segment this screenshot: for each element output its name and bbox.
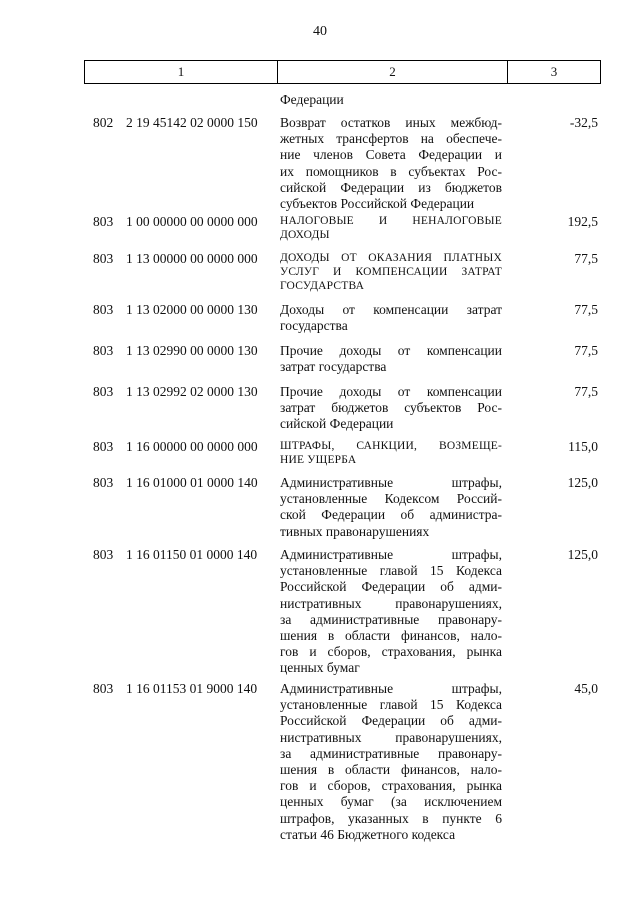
budget-classification-code: 1 13 02990 00 0000 130 (126, 343, 258, 358)
revenue-name-line: УСЛУГ И КОМПЕНСАЦИИ ЗАТРАТ (280, 266, 502, 278)
amount-value: -32,5 (569, 115, 598, 130)
revenue-name-line: Административные штрафы, (280, 475, 502, 490)
revenue-name-line: нистративных правонарушениях, (280, 595, 502, 611)
budget-classification-code: 1 16 01150 01 0000 140 (126, 547, 258, 562)
budget-classification-code: 1 16 01153 01 9000 140 (126, 681, 258, 696)
revenue-name-line: жетных трансфертов на обеспече- (280, 131, 502, 147)
amount-value: 77,5 (574, 251, 598, 266)
revenue-name (280, 343, 502, 375)
revenue-name-line: шения в области финансов, нало- (280, 628, 502, 644)
revenue-name-line: ценных бумаг (280, 660, 360, 676)
revenue-name-line: их помощников в субъектах Рос- (280, 163, 502, 179)
revenue-name-line: затрат государства (280, 359, 387, 375)
revenue-name-line: ДОХОДЫ ОТ ОКАЗАНИЯ ПЛАТНЫХ (280, 252, 502, 264)
revenue-name (280, 251, 502, 293)
revenue-name-line: тивных правонарушениях (280, 523, 430, 539)
admin-code: 803 (93, 439, 114, 454)
admin-code: 803 (93, 475, 114, 490)
revenue-name-line: Российской Федерации об адми- (280, 579, 502, 595)
amount-value: 115,0 (568, 439, 598, 454)
revenue-name-line: сийской Федерации (280, 416, 394, 432)
revenue-name-line: ГОСУДАРСТВА (280, 280, 365, 292)
revenue-name (280, 547, 502, 677)
budget-classification-code: 1 13 00000 00 0000 000 (126, 251, 258, 266)
header-col-2: 2 (278, 61, 508, 83)
revenue-name-line: штрафов, указанных в пункте 6 (280, 810, 502, 826)
admin-code: 803 (93, 343, 114, 358)
revenue-name (280, 439, 502, 467)
revenue-name-line: гов и сборов, страхования, рынка (280, 778, 502, 794)
amount-value: 77,5 (574, 343, 598, 358)
budget-classification-code: 1 16 01000 01 0000 140 (126, 475, 258, 490)
admin-code: 803 (93, 384, 114, 399)
revenue-name-line: за административные правонару- (280, 745, 502, 761)
budget-classification-code: 1 16 00000 00 0000 000 (126, 439, 258, 454)
revenue-name (280, 302, 502, 334)
revenue-name-line: НИЕ УЩЕРБА (280, 454, 357, 466)
revenue-name-line: шения в области финансов, нало- (280, 762, 502, 778)
revenue-name-line: НАЛОГОВЫЕ И НЕНАЛОГОВЫЕ (280, 215, 502, 227)
admin-code: 803 (93, 681, 114, 696)
revenue-name (280, 681, 502, 843)
continuation-text: Федерации (280, 92, 344, 107)
revenue-name (280, 214, 502, 242)
amount-value: 45,0 (574, 681, 598, 696)
revenue-name-line: статьи 46 Бюджетного кодекса (280, 826, 456, 842)
revenue-name-line: за административные правонару- (280, 611, 502, 627)
revenue-name-line: нистративных правонарушениях, (280, 729, 502, 745)
header-col-3: 3 (550, 64, 558, 79)
revenue-name (280, 384, 502, 433)
admin-code: 802 (93, 115, 114, 130)
budget-classification-code: 2 19 45142 02 0000 150 (126, 115, 258, 130)
budget-classification-code: 1 13 02992 02 0000 130 (126, 384, 258, 399)
amount-value: 77,5 (574, 384, 598, 399)
revenue-name-line: Прочие доходы от компенсации (280, 384, 502, 399)
revenue-name-line: государства (280, 318, 348, 334)
amount-value: 77,5 (574, 302, 598, 317)
admin-code: 803 (93, 251, 114, 266)
revenue-name-line: ШТРАФЫ, САНКЦИИ, ВОЗМЕЩЕ- (280, 440, 502, 452)
revenue-name-line: установленные главой 15 Кодекса (280, 697, 502, 713)
revenue-name-line: ской Федерации об администра- (280, 507, 502, 523)
admin-code: 803 (93, 214, 114, 229)
revenue-name-line: Доходы от компенсации затрат (280, 302, 502, 317)
revenue-name-line: ние членов Совета Федерации и (280, 147, 502, 163)
revenue-name-line: гов и сборов, страхования, рынка (280, 644, 502, 660)
budget-classification-code: 1 00 00000 00 0000 000 (126, 214, 258, 229)
revenue-name-line: Возврат остатков иных межбюд- (280, 115, 502, 130)
revenue-name-line: ценных бумаг (за исключением (280, 794, 502, 810)
page-number: 40 (313, 24, 327, 39)
revenue-name-line: субъектов Российской Федерации (280, 196, 475, 212)
revenue-name-line: сийской Федерации из бюджетов (280, 179, 502, 195)
revenue-name (280, 475, 502, 540)
amount-value: 125,0 (567, 475, 598, 490)
revenue-name-line: Административные штрафы, (280, 681, 502, 696)
budget-classification-code: 1 13 02000 00 0000 130 (126, 302, 258, 317)
header-col-1: 1 (85, 61, 278, 83)
revenue-name-line: Административные штрафы, (280, 547, 502, 562)
amount-value: 192,5 (567, 214, 598, 229)
revenue-name-line: установленные Кодексом Россий- (280, 491, 502, 507)
revenue-name-line: Прочие доходы от компенсации (280, 343, 502, 358)
revenue-name (280, 115, 502, 212)
admin-code: 803 (93, 547, 114, 562)
amount-value: 125,0 (567, 547, 598, 562)
revenue-name-line: Российской Федерации об адми- (280, 713, 502, 729)
revenue-name-line: ДОХОДЫ (280, 229, 330, 241)
revenue-name-line: установленные главой 15 Кодекса (280, 563, 502, 579)
table-header (84, 60, 601, 84)
admin-code: 803 (93, 302, 114, 317)
revenue-name-line: затрат бюджетов субъектов Рос- (280, 400, 502, 416)
